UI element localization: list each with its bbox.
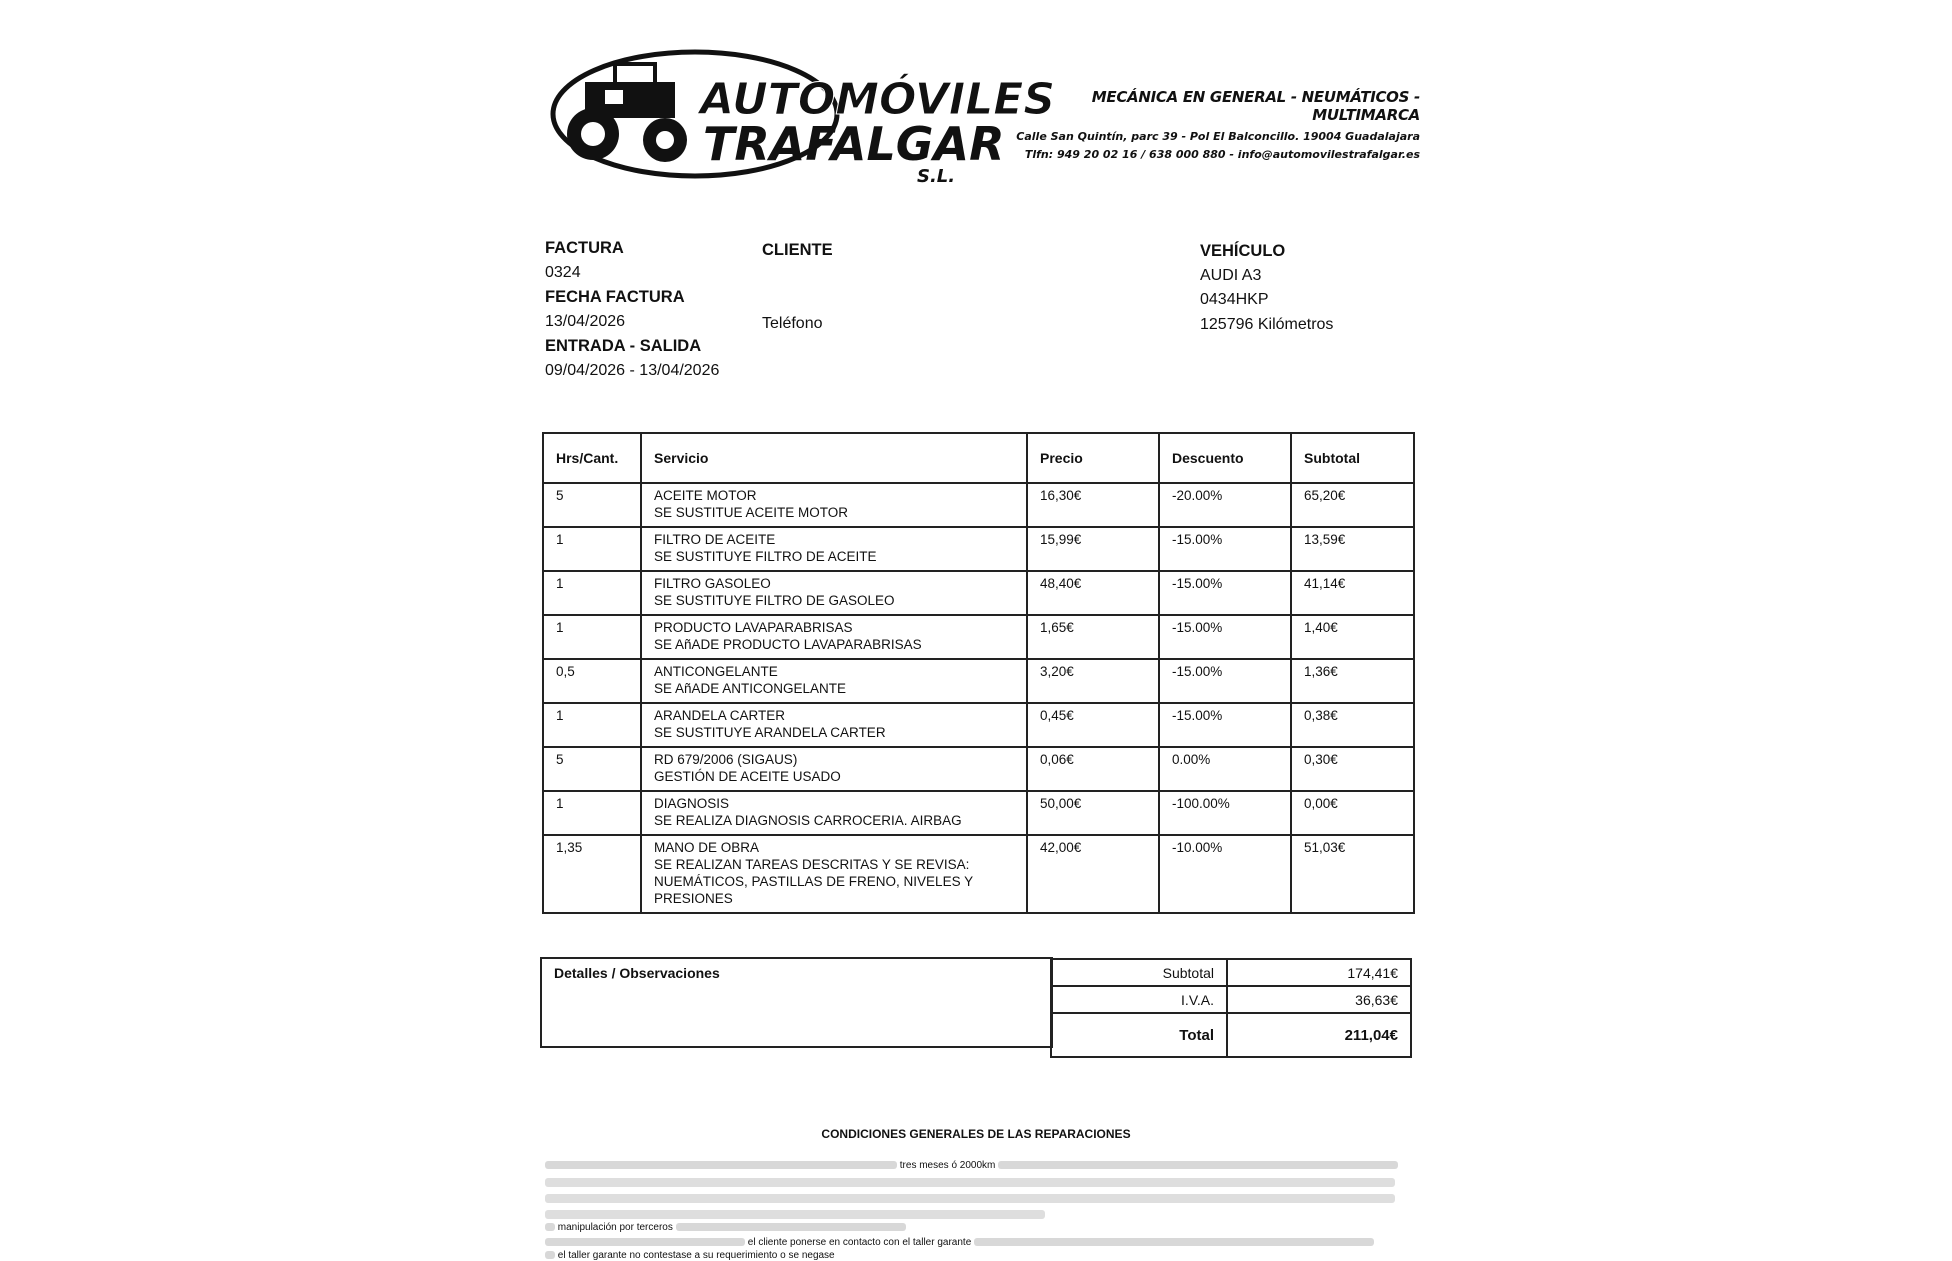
service-description: SE SUSTITUYE FILTRO DE GASOLEO bbox=[654, 593, 895, 608]
service-title: MANO DE OBRA bbox=[654, 840, 760, 855]
service-cell bbox=[641, 659, 1027, 703]
header-discount: Descuento bbox=[1159, 433, 1291, 483]
iva-label: I.V.A. bbox=[1051, 986, 1227, 1013]
price-cell: 0,45€ bbox=[1027, 703, 1159, 747]
service-description: SE AñADE ANTICONGELANTE bbox=[654, 681, 847, 696]
factura-number: 0324 bbox=[545, 263, 581, 281]
vehiculo-block bbox=[1200, 239, 1333, 337]
qty-cell: 1 bbox=[543, 791, 641, 835]
price-cell: 16,30€ bbox=[1027, 483, 1159, 527]
table-header-row bbox=[543, 433, 1414, 483]
conditions-line-4 bbox=[545, 1250, 1405, 1261]
table-row bbox=[543, 835, 1414, 913]
price-cell: 42,00€ bbox=[1027, 835, 1159, 913]
company-logo bbox=[545, 42, 1056, 187]
subtotal-label: Subtotal bbox=[1051, 959, 1227, 986]
conditions-title: CONDICIONES GENERALES DE LAS REPARACIONES bbox=[821, 1127, 1131, 1141]
price-cell: 15,99€ bbox=[1027, 527, 1159, 571]
discount-cell: -15.00% bbox=[1159, 615, 1291, 659]
subtotal-cell: 41,14€ bbox=[1291, 571, 1414, 615]
price-cell: 50,00€ bbox=[1027, 791, 1159, 835]
service-title: DIAGNOSIS bbox=[654, 796, 730, 811]
table-row bbox=[543, 791, 1414, 835]
conditions-fragment-1: tres meses ó 2000km bbox=[899, 1160, 996, 1171]
fecha-value: 13/04/2026 bbox=[545, 312, 626, 330]
conditions-fragment-4: el taller garante no contestase a su requerimiento o se negase bbox=[557, 1250, 835, 1261]
discount-cell: -20.00% bbox=[1159, 483, 1291, 527]
conditions-line-3 bbox=[545, 1237, 1405, 1248]
service-description: GESTIÓN DE ACEITE USADO bbox=[654, 769, 841, 784]
service-cell bbox=[641, 835, 1027, 913]
table-row bbox=[543, 483, 1414, 527]
conditions-fragment-2: manipulación por terceros bbox=[557, 1222, 673, 1233]
subtotal-cell: 13,59€ bbox=[1291, 527, 1414, 571]
discount-cell: 0.00% bbox=[1159, 747, 1291, 791]
service-cell bbox=[641, 571, 1027, 615]
qty-cell: 0,5 bbox=[543, 659, 641, 703]
table-row bbox=[543, 659, 1414, 703]
company-info bbox=[980, 88, 1420, 161]
observaciones-label: Detalles / Observaciones bbox=[554, 965, 720, 981]
subtotal-cell: 0,00€ bbox=[1291, 791, 1414, 835]
service-description: SE REALIZA DIAGNOSIS CARROCERIA. AIRBAG bbox=[654, 813, 962, 828]
conditions-faint-line bbox=[545, 1210, 1045, 1219]
service-cell bbox=[641, 791, 1027, 835]
logo-line2: TRAFALGAR bbox=[703, 117, 1005, 171]
total-value: 211,04€ bbox=[1227, 1013, 1411, 1057]
iva-value: 36,63€ bbox=[1227, 986, 1411, 1013]
service-title: ACEITE MOTOR bbox=[654, 488, 757, 503]
total-label: Total bbox=[1051, 1013, 1227, 1057]
subtotal-cell: 51,03€ bbox=[1291, 835, 1414, 913]
table-body bbox=[543, 483, 1414, 913]
table-row bbox=[543, 747, 1414, 791]
vehiculo-label: VEHÍCULO bbox=[1200, 242, 1286, 260]
price-cell: 3,20€ bbox=[1027, 659, 1159, 703]
price-cell: 48,40€ bbox=[1027, 571, 1159, 615]
service-description: SE AñADE PRODUCTO LAVAPARABRISAS bbox=[654, 637, 922, 652]
service-title: FILTRO DE ACEITE bbox=[654, 532, 776, 547]
invoice-meta bbox=[545, 236, 719, 383]
service-cell bbox=[641, 615, 1027, 659]
table-row bbox=[543, 615, 1414, 659]
iva-row bbox=[1051, 986, 1411, 1013]
service-title: PRODUCTO LAVAPARABRISAS bbox=[654, 620, 853, 635]
logo-suffix: S.L. bbox=[917, 166, 956, 187]
logo-line1: AUTOMÓVILES bbox=[700, 74, 1056, 125]
price-cell: 1,65€ bbox=[1027, 615, 1159, 659]
subtotal-row bbox=[1051, 959, 1411, 986]
qty-cell: 1,35 bbox=[543, 835, 641, 913]
service-description: SE SUSTITUYE FILTRO DE ACEITE bbox=[654, 549, 877, 564]
qty-cell: 1 bbox=[543, 615, 641, 659]
conditions-fragment-3: el cliente ponerse en contacto con el taller garante bbox=[747, 1237, 972, 1248]
service-title: ARANDELA CARTER bbox=[654, 708, 786, 723]
company-phone: Tlfn: 949 20 02 16 / 638 000 880 - info@automovilestrafalgar.es bbox=[1024, 148, 1420, 161]
table-row bbox=[543, 527, 1414, 571]
discount-cell: -15.00% bbox=[1159, 659, 1291, 703]
price-cell: 0,06€ bbox=[1027, 747, 1159, 791]
telefono-label: Teléfono bbox=[762, 314, 823, 332]
subtotal-cell: 65,20€ bbox=[1291, 483, 1414, 527]
service-description: SE REALIZAN TAREAS DESCRITAS Y SE REVISA: NUEMÁTICOS, PASTILLAS DE FRENO, NIVELES Y PRESIONES bbox=[654, 857, 973, 906]
service-title: ANTICONGELANTE bbox=[654, 664, 778, 679]
qty-cell: 5 bbox=[543, 747, 641, 791]
totals-table bbox=[1050, 958, 1412, 1058]
service-cell bbox=[641, 527, 1027, 571]
header-service: Servicio bbox=[641, 433, 1027, 483]
total-row bbox=[1051, 1013, 1411, 1057]
observaciones-box bbox=[540, 957, 1053, 1048]
service-description: SE SUSTITUYE ARANDELA CARTER bbox=[654, 725, 886, 740]
conditions-faint-line bbox=[545, 1178, 1395, 1187]
fecha-label: FECHA FACTURA bbox=[545, 288, 685, 306]
service-description: SE SUSTITUE ACEITE MOTOR bbox=[654, 505, 849, 520]
company-address: Calle San Quintín, parc 39 - Pol El Balconcillo. 19004 Guadalajara bbox=[1016, 130, 1420, 143]
cliente-label: CLIENTE bbox=[762, 241, 833, 259]
conditions-faint-line bbox=[545, 1194, 1395, 1203]
table-row bbox=[543, 703, 1414, 747]
subtotal-cell: 0,38€ bbox=[1291, 703, 1414, 747]
discount-cell: -15.00% bbox=[1159, 703, 1291, 747]
entrada-value: 09/04/2026 - 13/04/2026 bbox=[545, 361, 720, 379]
subtotal-cell: 1,40€ bbox=[1291, 615, 1414, 659]
services-table bbox=[542, 432, 1415, 914]
discount-cell: -15.00% bbox=[1159, 527, 1291, 571]
qty-cell: 1 bbox=[543, 527, 641, 571]
table-row bbox=[543, 571, 1414, 615]
service-title: RD 679/2006 (SIGAUS) bbox=[654, 752, 798, 767]
header-price: Precio bbox=[1027, 433, 1159, 483]
subtotal-cell: 1,36€ bbox=[1291, 659, 1414, 703]
company-tagline: MECÁNICA EN GENERAL - NEUMÁTICOS - MULTIMARCA bbox=[1091, 88, 1420, 124]
cliente-block bbox=[762, 238, 833, 336]
header-subtotal: Subtotal bbox=[1291, 433, 1414, 483]
tractor-icon bbox=[567, 64, 687, 162]
discount-cell: -100.00% bbox=[1159, 791, 1291, 835]
conditions-line-1 bbox=[545, 1160, 1405, 1171]
qty-cell: 1 bbox=[543, 703, 641, 747]
vehiculo-model: AUDI A3 bbox=[1200, 266, 1262, 284]
discount-cell: -10.00% bbox=[1159, 835, 1291, 913]
subtotal-cell: 0,30€ bbox=[1291, 747, 1414, 791]
service-cell bbox=[641, 483, 1027, 527]
qty-cell: 5 bbox=[543, 483, 641, 527]
header-qty: Hrs/Cant. bbox=[543, 433, 641, 483]
service-cell bbox=[641, 703, 1027, 747]
discount-cell: -15.00% bbox=[1159, 571, 1291, 615]
service-title: FILTRO GASOLEO bbox=[654, 576, 771, 591]
vehiculo-km: 125796 Kilómetros bbox=[1200, 315, 1334, 333]
service-cell bbox=[641, 747, 1027, 791]
entrada-label: ENTRADA - SALIDA bbox=[545, 337, 702, 355]
vehiculo-plate: 0434HKP bbox=[1200, 291, 1269, 308]
qty-cell: 1 bbox=[543, 571, 641, 615]
factura-label: FACTURA bbox=[545, 239, 624, 257]
conditions-line-2 bbox=[545, 1222, 1405, 1233]
subtotal-value: 174,41€ bbox=[1227, 959, 1411, 986]
